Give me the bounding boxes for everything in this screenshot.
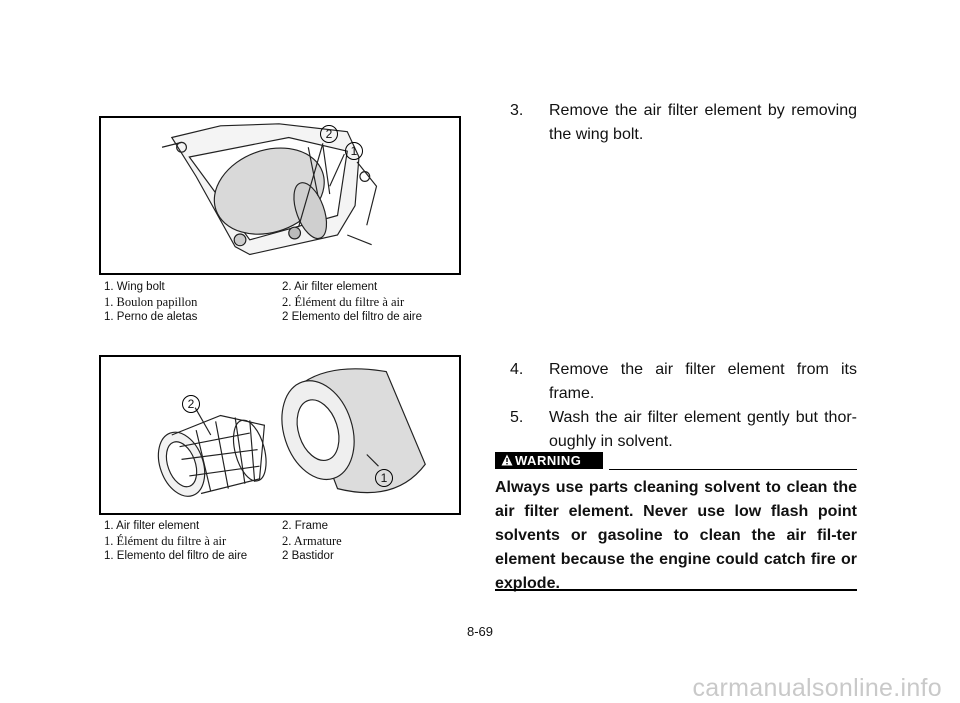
- caption-item: 2. Air filter element: [282, 281, 378, 293]
- warning-triangle-icon: [501, 454, 513, 466]
- step-text: Wash the air filter element gently but thor-oughly in solvent.: [549, 409, 857, 450]
- figure-filter-frame: [99, 355, 461, 515]
- caption-row-fr: [104, 534, 464, 549]
- caption-item: 1. Boulon papillon: [104, 295, 198, 309]
- caption-item: 2. Élément du filtre à air: [282, 295, 405, 309]
- step-text: Remove the air filter element from its frame.: [549, 361, 857, 402]
- caption-row-fr: [104, 295, 464, 310]
- caption-row-en: [104, 519, 464, 534]
- warning-badge: [495, 452, 603, 469]
- caption-item: 2 Elemento del filtro de aire: [282, 311, 422, 323]
- caption-item: 2. Armature: [282, 534, 342, 548]
- figure-wing-bolt: [99, 116, 461, 275]
- caption-row-en: [104, 280, 464, 295]
- callout-1: 1: [375, 469, 393, 487]
- steps-list-top: [493, 99, 857, 147]
- step-number: 3.: [510, 102, 524, 119]
- warning-bottom-rule: [495, 589, 857, 591]
- caption-item: 1. Elemento del filtro de aire: [104, 550, 248, 562]
- steps-list-bottom: [493, 358, 857, 454]
- page-number: 8-69: [466, 624, 494, 639]
- watermark: carmanualsonline.info: [692, 674, 942, 702]
- warning-text: Always use parts cleaning solvent to clean the air filter element. Never use low flash point solvents or gasoline to clean the air fil-ter element because the engine could catch fire or explode.: [495, 479, 857, 592]
- caption-item: 2. Frame: [282, 520, 329, 532]
- step-item: [493, 358, 857, 406]
- step-item: [493, 406, 857, 454]
- illustration-filter-element-frame: [101, 357, 459, 513]
- warning-divider: [609, 469, 857, 470]
- step-number: 4.: [510, 361, 524, 378]
- caption-row-es: [104, 310, 464, 325]
- caption-row-es: [104, 549, 464, 564]
- step-number: 5.: [510, 409, 524, 426]
- caption-item: 1. Air filter element: [104, 520, 200, 532]
- callout-2: 2: [320, 125, 338, 143]
- caption-item: 1. Élément du filtre à air: [104, 534, 227, 548]
- warning-header: [495, 450, 857, 472]
- caption-item: 1. Wing bolt: [104, 281, 165, 293]
- step-item: [493, 99, 857, 147]
- illustration-airbox-wing-bolt: [101, 118, 459, 273]
- caption-item: 2 Bastidor: [282, 550, 334, 562]
- step-text: Remove the air filter element by removing the wing bolt.: [549, 102, 857, 143]
- warning-label: WARNING: [515, 453, 582, 468]
- callout-1: 1: [345, 142, 363, 160]
- figure2-caption: [104, 519, 464, 564]
- callout-2: 2: [182, 395, 200, 413]
- figure1-caption: [104, 280, 464, 325]
- caption-item: 1. Perno de aletas: [104, 311, 198, 323]
